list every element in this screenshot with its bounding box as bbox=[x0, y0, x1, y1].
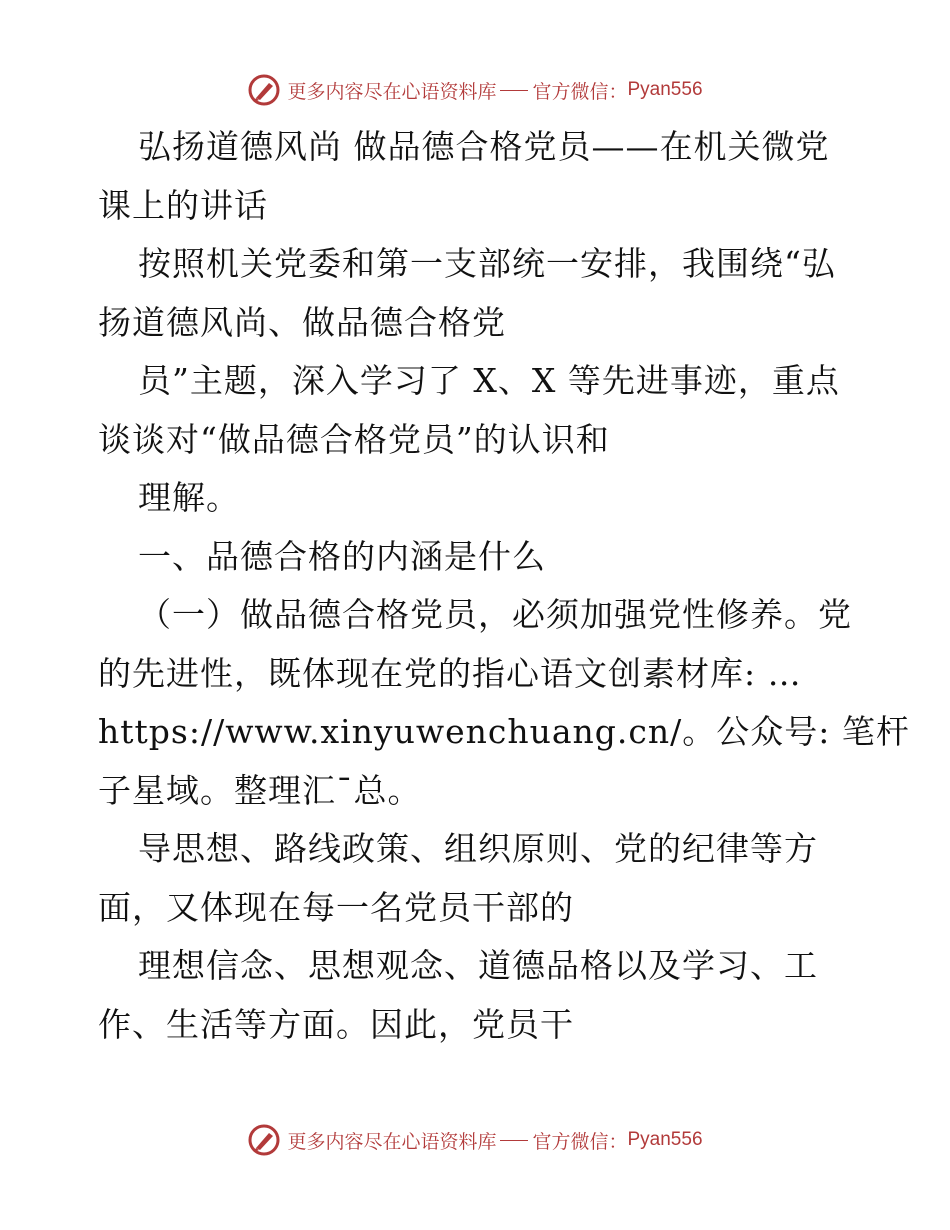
text-line: 理想信念、思想观念、道德品格以及学习、工 bbox=[138, 946, 818, 985]
wechat-label: 官方微信： bbox=[532, 80, 628, 103]
pen-logo-icon bbox=[247, 1123, 281, 1157]
wechat-id: Pyan556 bbox=[627, 1129, 703, 1150]
wechat-label: 官方微信： bbox=[532, 1130, 628, 1153]
text-line: 的先进性，既体现在党的指心语文创素材库: … bbox=[98, 653, 802, 693]
text-line: https://www.xinyuwenchuang.cn/。公众号: 笔杆 bbox=[98, 712, 910, 751]
text-line: 员”主题，深入学习了 X、X 等先进事迹，重点 bbox=[138, 361, 840, 400]
document-body bbox=[98, 118, 910, 1054]
footer-banner bbox=[0, 1120, 950, 1160]
header-banner bbox=[0, 70, 950, 110]
text-line: 扬道德风尚、做品德合格党 bbox=[98, 302, 506, 342]
text-line: 按照机关党委和第一支部统一安排，我围绕“弘 bbox=[138, 244, 836, 283]
wechat-id: Pyan556 bbox=[627, 79, 703, 100]
banner-separator bbox=[500, 1140, 528, 1141]
banner-separator bbox=[500, 90, 528, 91]
pen-logo-icon bbox=[247, 73, 281, 107]
text-line: 谈谈对“做品德合格党员”的认识和 bbox=[98, 419, 610, 459]
text-line: 课上的讲话 bbox=[98, 185, 268, 225]
text-line: （一）做品德合格党员，必须加强党性修养。党 bbox=[138, 595, 852, 634]
banner-text: 更多内容尽在心语资料库 bbox=[287, 80, 497, 103]
text-line: 作、生活等方面。因此，党员干 bbox=[98, 1004, 574, 1044]
text-line: 面，又体现在每一名党员干部的 bbox=[98, 887, 574, 927]
text-line: 理解。 bbox=[138, 478, 240, 517]
text-line: 导思想、路线政策、组织原则、党的纪律等方 bbox=[138, 829, 818, 868]
section-heading: 一、品德合格的内涵是什么 bbox=[138, 536, 546, 576]
text-line: 子星域。整理汇¯总。 bbox=[98, 770, 422, 810]
banner-text: 更多内容尽在心语资料库 bbox=[287, 1130, 497, 1153]
text-line: 弘扬道德风尚 做品德合格党员——在机关微党 bbox=[138, 127, 830, 166]
